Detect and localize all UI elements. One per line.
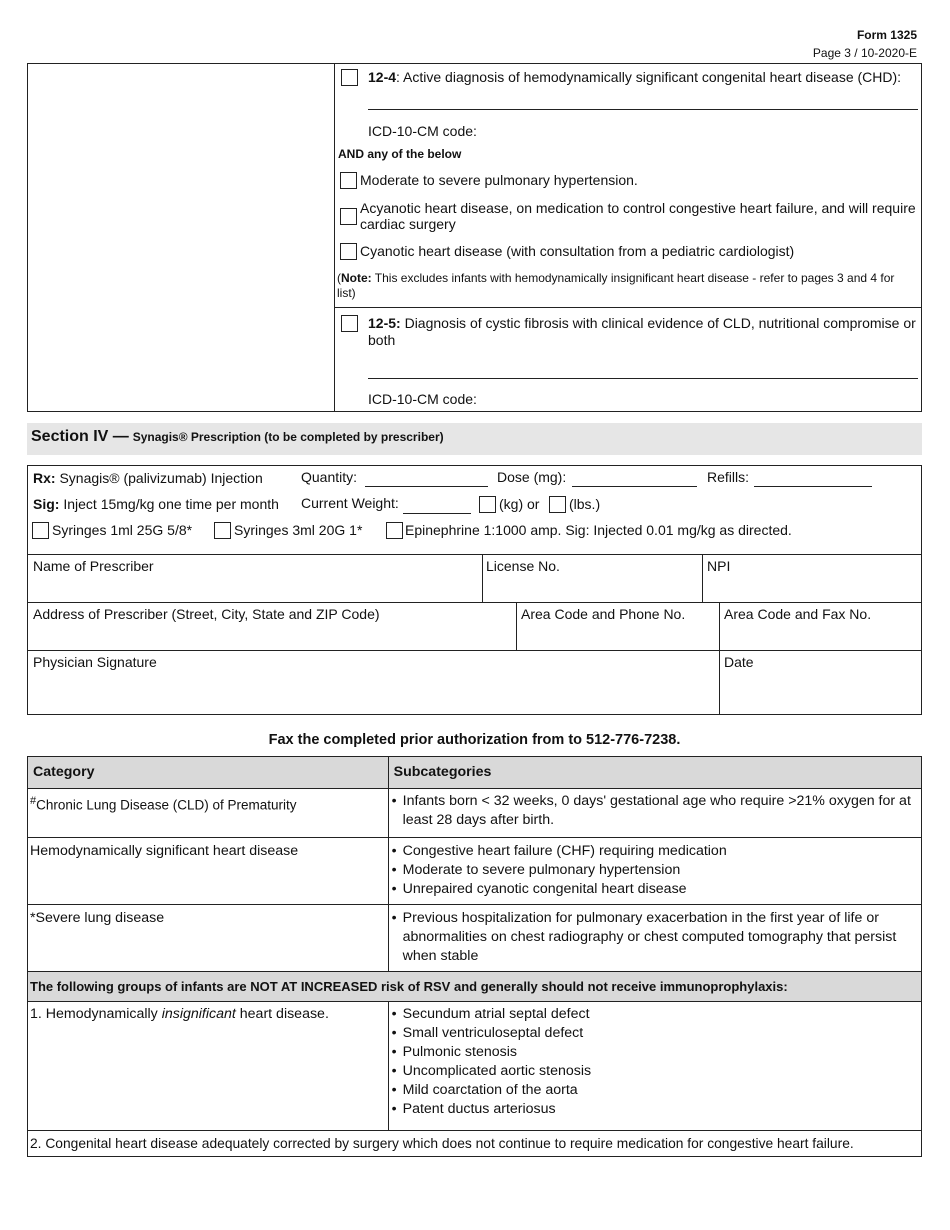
fax-instruction: Fax the completed prior authorization from to 512-776-7238. [268, 732, 681, 748]
kg-label: (kg) or [499, 496, 540, 512]
top-section-box [27, 63, 922, 412]
syringe-3ml-label: Syringes 3ml 20G 1* [234, 522, 363, 538]
list-item: • Unrepaired cyanotic congenital heart disease [391, 880, 919, 899]
syringe-3ml-checkbox[interactable] [214, 522, 231, 539]
form-number: Form 1325 [856, 28, 917, 42]
list-item: • Mild coarctation of the aorta [391, 1081, 919, 1100]
list-item: • Small ventriculoseptal defect [391, 1024, 919, 1043]
signature-label: Physician Signature [33, 654, 157, 670]
category-table [27, 756, 922, 1157]
chd-description-line [368, 109, 918, 110]
cyanotic-checkbox[interactable] [340, 243, 357, 260]
group-1-subcategories [388, 1002, 921, 1131]
rx-divider [27, 554, 922, 555]
item-12-4-checkbox[interactable] [341, 69, 358, 86]
list-item: • Patent ductus arteriosus [391, 1100, 919, 1119]
fax-label: Area Code and Fax No. [724, 606, 872, 622]
list-item: • Infants born < 32 weeks, 0 days' gestational age who require >21% oxygen for at least 28 days after birth. [391, 792, 919, 830]
dose-label: Dose (mg): [497, 469, 567, 485]
epinephrine-label: Epinephrine 1:1000 amp. Sig: Injected 0.01 mg/kg as directed. [405, 522, 792, 538]
address-label: Address of Prescriber (Street, City, State and ZIP Code) [33, 606, 380, 622]
license-label: License No. [486, 558, 560, 574]
acyanotic-label-2: cardiac surgery [360, 216, 456, 232]
prescriber-divider-1 [27, 602, 922, 603]
list-item: • Moderate to severe pulmonary hypertension [391, 861, 919, 880]
list-item: • Congestive heart failure (CHF) requiring medication [391, 842, 919, 861]
category-cell: Hemodynamically significant heart disease [28, 838, 389, 905]
note-text: (Note: This excludes infants with hemodynamically insignificant heart disease - refer to pages 3 and 4 for list) [337, 271, 895, 300]
vline-phone [516, 602, 517, 650]
not-at-risk-row [28, 972, 922, 1002]
subcategory-cell [388, 905, 921, 972]
table-header-row [28, 757, 922, 789]
icd-code-label: ICD-10-CM code: [368, 123, 477, 139]
icd-code-label-2: ICD-10-CM code: [368, 391, 477, 407]
rx-line: Rx: Synagis® (palivizumab) Injection [33, 470, 263, 486]
table-row [28, 1131, 922, 1157]
top-divider-horizontal [334, 307, 922, 308]
phone-label: Area Code and Phone No. [521, 606, 686, 622]
list-item: • Pulmonic stenosis [391, 1043, 919, 1062]
pulmonary-hypertension-label: Moderate to severe pulmonary hypertension. [360, 172, 638, 188]
subcategory-cell [388, 838, 921, 905]
sig-line: Sig: Inject 15mg/kg one time per month [33, 496, 279, 512]
subcategory-cell [388, 789, 921, 838]
npi-label: NPI [707, 558, 731, 574]
pulmonary-hypertension-checkbox[interactable] [340, 172, 357, 189]
vline-npi [702, 554, 703, 602]
list-item: • Secundum atrial septal defect [391, 1005, 919, 1024]
category-header: Category [28, 757, 389, 789]
quantity-field[interactable] [365, 486, 488, 487]
item-12-5: 12-5: Diagnosis of cystic fibrosis with clinical evidence of CLD, nutritional compromise or both [368, 315, 916, 348]
item-12-4: 12-4: Active diagnosis of hemodynamically significant congenital heart disease (CHD): [368, 69, 902, 85]
list-item: • Uncomplicated aortic stenosis [391, 1062, 919, 1081]
acyanotic-label: Acyanotic heart disease, on medication to control congestive heart failure, and will require [360, 200, 916, 216]
vline-fax-date [719, 602, 720, 715]
date-label: Date [724, 654, 754, 670]
lbs-label: (lbs.) [569, 496, 601, 512]
table-row [28, 838, 922, 905]
table-row [28, 1002, 922, 1131]
prescriber-name-label: Name of Prescriber [33, 558, 154, 574]
lbs-checkbox[interactable] [549, 496, 566, 513]
not-at-risk-heading: The following groups of infants are NOT AT INCREASED risk of RSV and generally should not receive immunoprophylaxis: [28, 972, 922, 1002]
group-1-category: 1. Hemodynamically insignificant heart disease. [28, 1002, 389, 1131]
refills-label: Refills: [707, 469, 750, 485]
syringe-1ml-label: Syringes 1ml 25G 5/8* [52, 522, 193, 538]
page-number: Page 3 / 10-2020-E [812, 46, 917, 60]
item-12-5-checkbox[interactable] [341, 315, 358, 332]
table-row [28, 905, 922, 972]
refills-field[interactable] [754, 486, 872, 487]
cyanotic-label: Cyanotic heart disease (with consultation from a pediatric cardiologist) [360, 243, 795, 259]
category-cell: *Severe lung disease [28, 905, 389, 972]
subcategories-header: Subcategories [388, 757, 921, 789]
group-2-cell: 2. Congenital heart disease adequately corrected by surgery which does not continue to require medication for congestive heart failure. [28, 1131, 922, 1157]
dose-field[interactable] [572, 486, 697, 487]
list-item: • Previous hospitalization for pulmonary exacerbation in the first year of life or abnormalities on chest radiography or chest computed tomography that persist when stable [391, 909, 919, 966]
top-divider-vertical [334, 63, 335, 412]
weight-field[interactable] [403, 513, 471, 514]
category-cell: #Chronic Lung Disease (CLD) of Prematurity [28, 789, 389, 838]
vline-license [482, 554, 483, 602]
table-row [28, 789, 922, 838]
and-any-label: AND any of the below [338, 147, 462, 161]
prescriber-divider-2 [27, 650, 922, 651]
syringe-1ml-checkbox[interactable] [32, 522, 49, 539]
cf-description-line [368, 378, 918, 379]
weight-label: Current Weight: [301, 495, 399, 511]
epinephrine-checkbox[interactable] [386, 522, 403, 539]
acyanotic-checkbox[interactable] [340, 208, 357, 225]
quantity-label: Quantity: [301, 469, 358, 485]
section-iv-title: Section IV — Synagis® Prescription (to be completed by prescriber) [31, 428, 444, 445]
kg-checkbox[interactable] [479, 496, 496, 513]
